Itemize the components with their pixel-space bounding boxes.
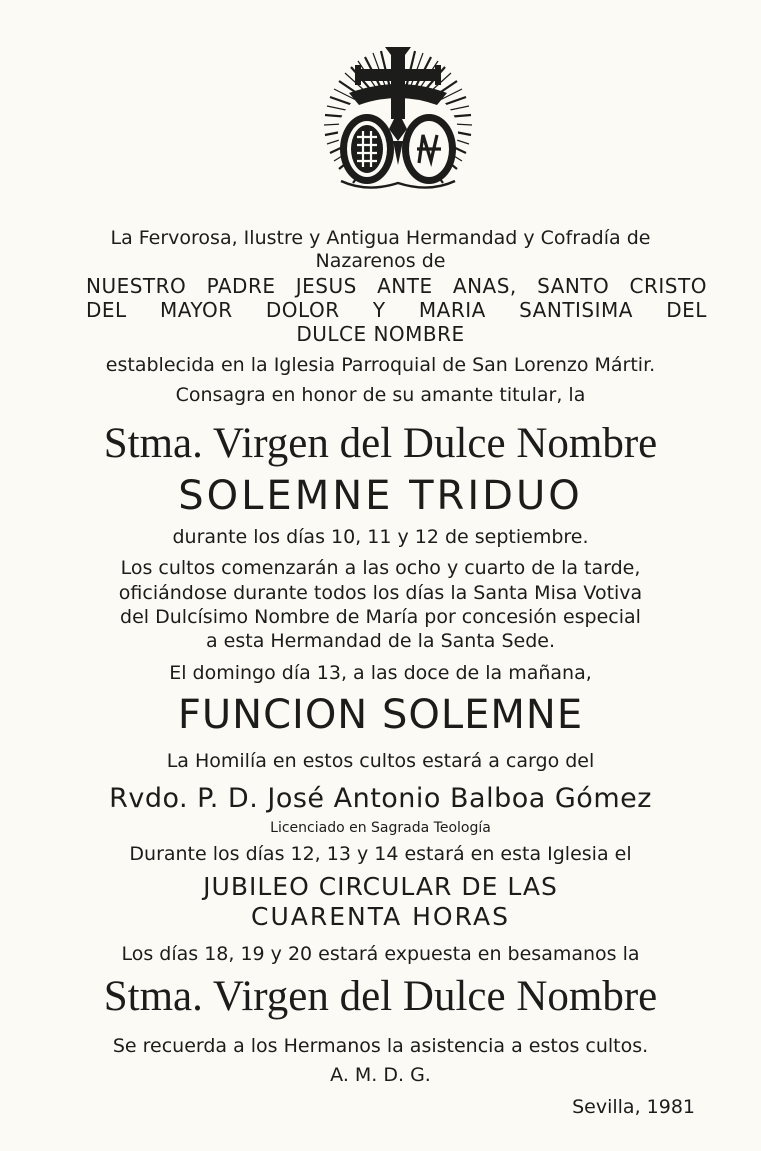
domingo-line: El domingo día 13, a las doce de la mañana, — [169, 662, 592, 684]
titular-word: CRISTO — [629, 274, 707, 298]
titular-word: Y — [372, 298, 386, 322]
consagra-line: Consagra en honor de su amante titular, la — [175, 384, 586, 406]
established-line: establecida en la Iglesia Parroquial de San Lorenzo Mártir. — [105, 354, 656, 376]
cultos-line-4: a esta Hermandad de la Santa Sede. — [205, 630, 556, 652]
funcion-title: FUNCION SOLEMNE — [177, 692, 584, 738]
titular-word: DEL — [666, 298, 707, 322]
homilia-line: La Homilía en estos cultos estará a cargo del — [166, 750, 595, 772]
besamanos-title: Stma. Virgen del Dulce Nombre — [103, 973, 658, 1020]
jubileo-intro: Durante los días 12, 13 y 14 estará en esta Iglesia el — [129, 843, 632, 865]
jubileo-line-1: JUBILEO CIRCULAR DE LAS — [203, 872, 558, 901]
triduo-dates: durante los días 10, 11 y 12 de septiembre. — [172, 526, 589, 548]
titular-line-1 — [86, 276, 707, 296]
jubileo-line-2: CUARENTA HORAS — [251, 902, 510, 931]
titular-word: SANTO — [537, 274, 610, 298]
titular-word: DOLOR — [265, 298, 340, 322]
titular-word: NUESTRO — [86, 274, 187, 298]
titular-line-3: DULCE NOMBRE — [296, 322, 465, 346]
titular-word: SANTISIMA — [519, 298, 633, 322]
triduo-title: SOLEMNE TRIDUO — [178, 473, 583, 519]
heading-line-2: Nazarenos de — [315, 250, 446, 272]
titular-word: JESUS — [295, 274, 357, 298]
preacher-title: Licenciado en Sagrada Teología — [270, 820, 491, 836]
titular-word: PADRE — [206, 274, 276, 298]
place-date: Sevilla, 1981 — [572, 1096, 695, 1118]
cultos-line-1: Los cultos comenzarán a las ocho y cuarto de la tarde, — [120, 557, 641, 579]
preacher-name: Rvdo. P. D. José Antonio Balboa Gómez — [109, 783, 652, 814]
brotherhood-emblem-icon — [319, 45, 477, 197]
titular-line-2 — [86, 300, 707, 320]
titular-word: MAYOR — [159, 298, 233, 322]
cultos-line-2: oficiándose durante todos los días la Santa Misa Votiva — [118, 582, 643, 604]
titular-word: MARIA — [418, 298, 486, 322]
cultos-line-3: del Dulcísimo Nombre de María por concesión especial — [120, 606, 641, 628]
besamanos-intro: Los días 18, 19 y 20 estará expuesta en besamanos la — [121, 943, 640, 965]
reminder-line: Se recuerda a los Hermanos la asistencia a estos cultos. — [112, 1035, 649, 1057]
virgin-title: Stma. Virgen del Dulce Nombre — [103, 420, 658, 467]
titular-word: ANAS, — [452, 274, 517, 298]
amdg-line: A. M. D. G. — [330, 1064, 431, 1086]
heading-line-1: La Fervorosa, Ilustre y Antigua Hermandad y Cofradía de — [110, 227, 651, 249]
titular-word: DEL — [86, 298, 127, 322]
titular-word: ANTE — [377, 274, 433, 298]
